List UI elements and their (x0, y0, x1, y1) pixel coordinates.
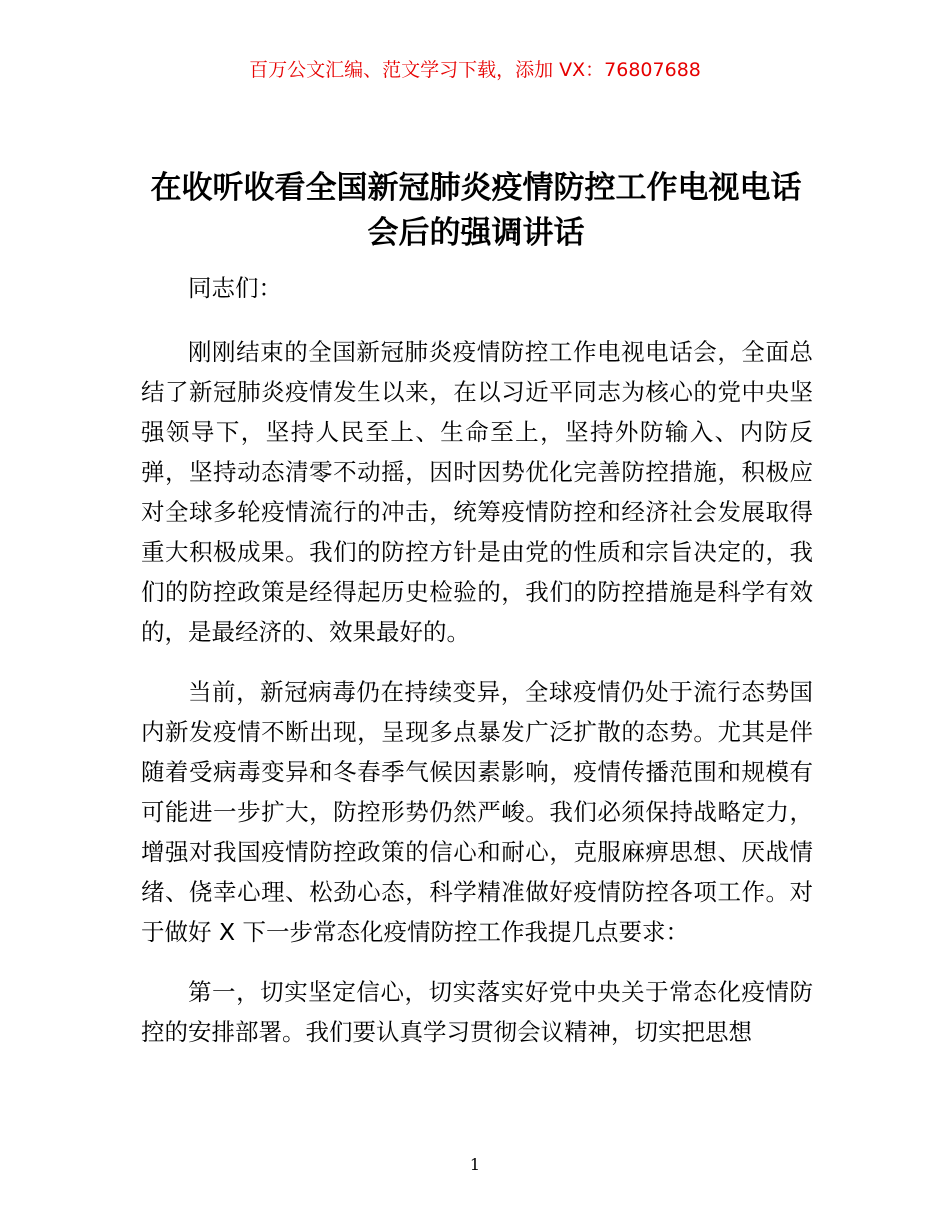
paragraph-2: 当前，新冠病毒仍在持续变异，全球疫情仍处于流行态势国内新发疫情不断出现，呈现多点暴发广泛扩散的态势。尤其是伴随着受病毒变异和冬春季气候因素影响，疫情传播范围和规模有可能进一步扩大，防控形势仍然严峻。我们必须保持战略定力，增强对我国疫情防控政策的信心和耐心，克服麻痹思想、厌战情绪、侥幸心理、松劲心态，科学精准做好疫情防控各项工作。对于做好 X 下一步常态化疫情防控工作我提几点要求： (141, 678, 813, 946)
salutation: 同志们： (188, 274, 282, 302)
document-body (141, 268, 813, 1072)
paragraph-1: 刚刚结束的全国新冠肺炎疫情防控工作电视电话会，全面总结了新冠肺炎疫情发生以来，在以习近平同志为核心的党中央坚强领导下，坚持人民至上、生命至上，坚持外防输入、内防反弹，坚持动态清零不动摇，因时因势优化完善防控措施，积极应对全球多轮疫情流行的冲击，统筹疫情防控和经济社会发展取得重大积极成果。我们的防控方针是由党的性质和宗旨决定的，我们的防控政策是经得起历史检验的，我们的防控措施是科学有效的，是最经济的、效果最好的。 (141, 338, 813, 646)
paragraph-3: 第一，切实坚定信心，切实落实好党中央关于常态化疫情防控的安排部署。我们要认真学习贯彻会议精神，切实把思想 (141, 978, 813, 1046)
page-number: 1 (469, 1155, 481, 1174)
header-banner: 百万公文汇编、范文学习下载，添加 VX：76807688 (249, 59, 701, 81)
document-title: 在收听收看全国新冠肺炎疫情防控工作电视电话会后的强调讲话 (150, 170, 802, 251)
